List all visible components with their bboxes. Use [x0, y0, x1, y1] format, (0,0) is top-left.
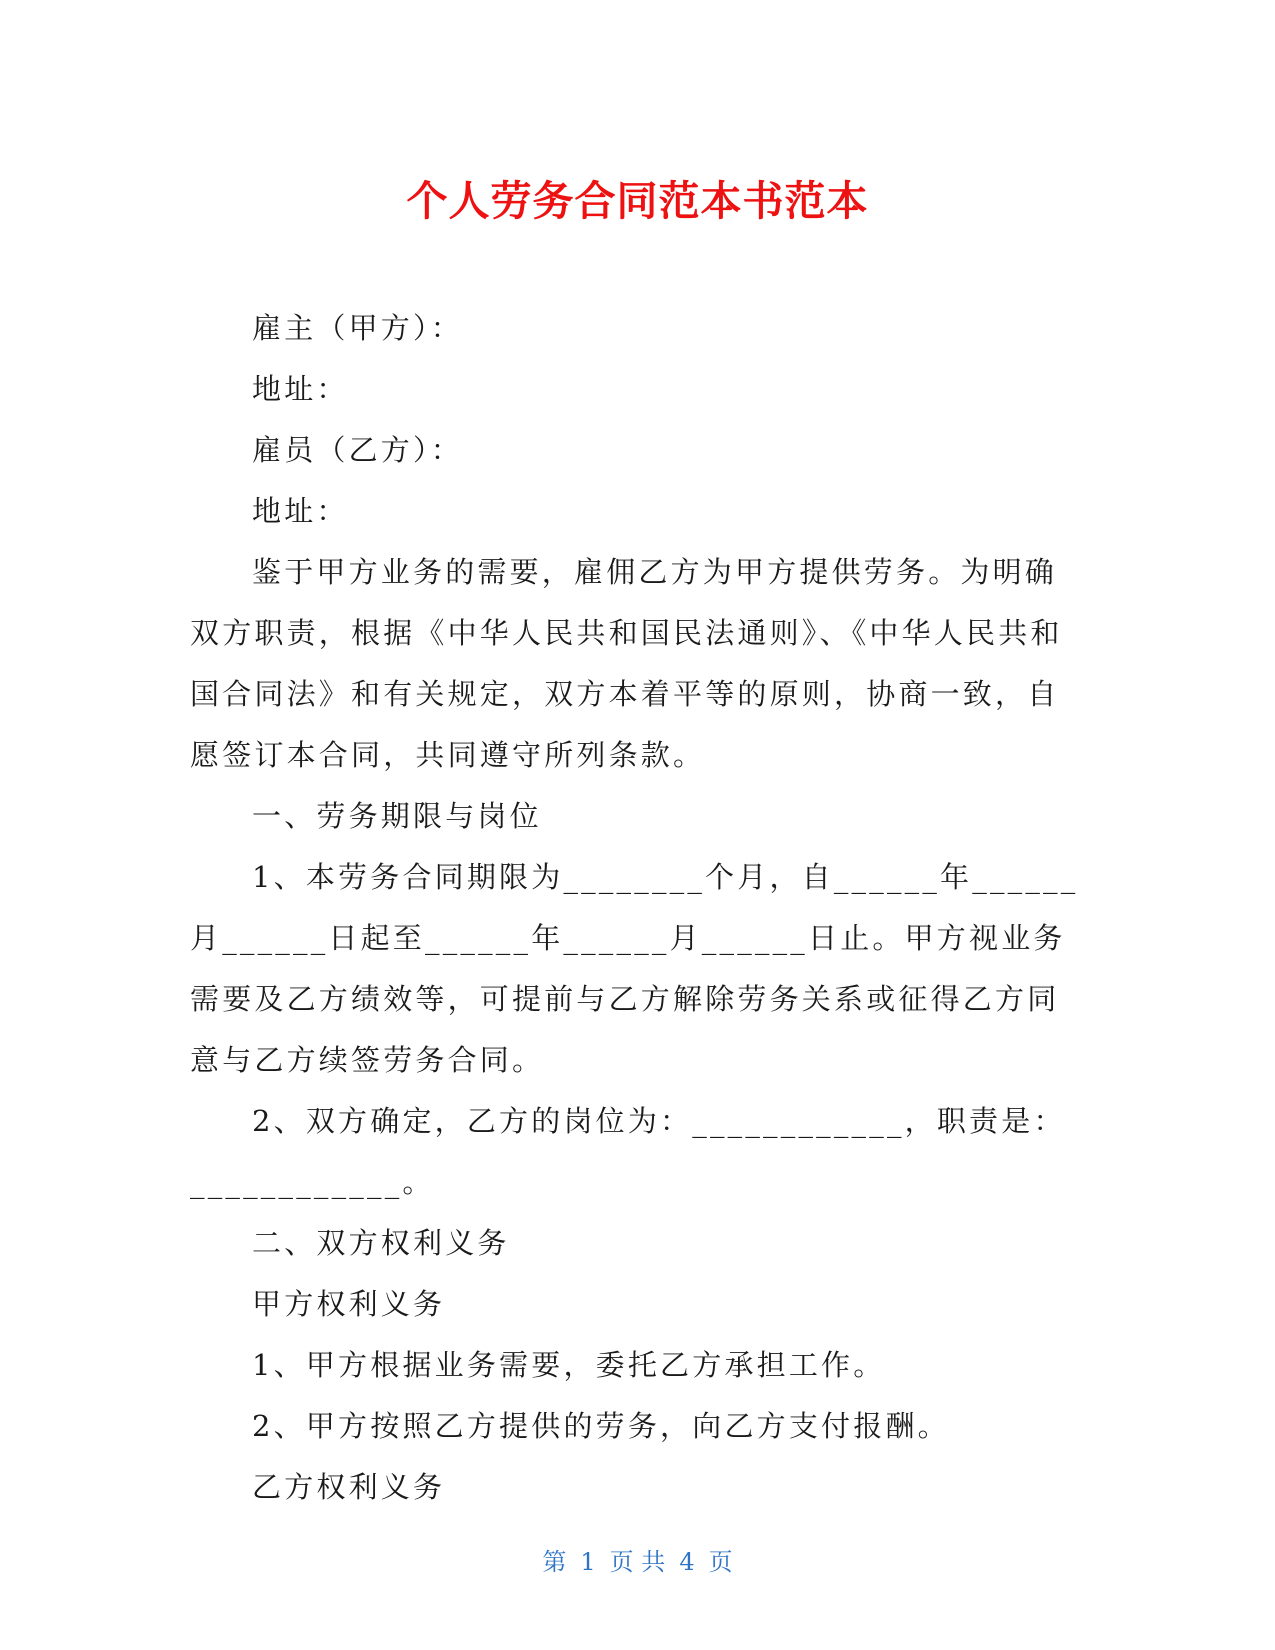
document-title: 个人劳务合同范本书范本 — [406, 177, 869, 225]
footer-pages-label: 页 — [708, 1548, 733, 1576]
clause-term-period: 1、本劳务合同期限为________个月，自______年______月______日起至______年______月______日止。甲方视业务需要及乙方绩效等，可提前与乙方解除劳务关系或征得乙方同意与乙方续签劳务合同。 — [190, 860, 1079, 1077]
clause-position: 2、双方确定，乙方的岗位为：____________，职责是：____________。 — [190, 1104, 1066, 1199]
footer-current-page: 1 — [580, 1548, 596, 1576]
section-heading-term: 一、劳务期限与岗位 — [252, 799, 542, 833]
paragraph-employee: 雇员（乙方）： — [252, 433, 463, 467]
paragraph-preamble: 鉴于甲方业务的需要，雇佣乙方为甲方提供劳务。为明确双方职责，根据《中华人民共和国民法通则》、《中华人民共和国合同法》和有关规定，双方本着平等的原则，协商一致，自愿签订本合同，共同遵守所列条款。 — [190, 555, 1063, 772]
footer-of-label: 页 共 — [609, 1548, 666, 1576]
document-body — [190, 298, 1080, 1518]
clause-party-a-2: 2、甲方按照乙方提供的劳务，向乙方支付报酬。 — [252, 1409, 950, 1443]
subheading-party-b: 乙方权利义务 — [252, 1470, 446, 1504]
footer-page-label: 第 — [542, 1548, 567, 1576]
paragraph-employer: 雇主（甲方）： — [252, 311, 463, 345]
footer-total-pages: 4 — [679, 1548, 695, 1576]
subheading-party-a: 甲方权利义务 — [252, 1287, 446, 1321]
page-footer — [0, 1542, 1275, 1577]
section-heading-rights: 二、双方权利义务 — [252, 1226, 510, 1260]
paragraph-employee-address: 地址： — [252, 494, 349, 528]
clause-party-a-1: 1、甲方根据业务需要，委托乙方承担工作。 — [252, 1348, 886, 1382]
paragraph-employer-address: 地址： — [252, 372, 349, 406]
